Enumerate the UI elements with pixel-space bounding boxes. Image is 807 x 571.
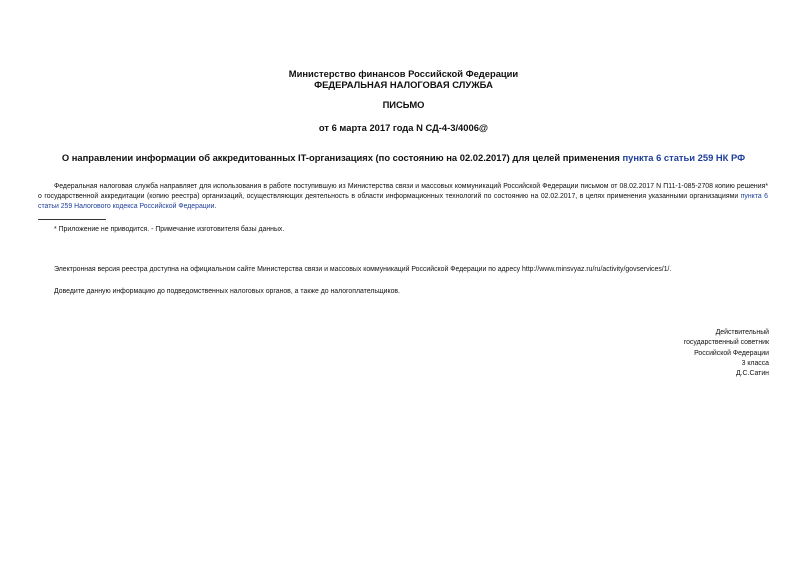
tax-code-link[interactable]: пункта 6 статьи 259 Налогового кодекса Российской Федерации <box>38 193 769 211</box>
title-text: О направлении информации об аккредитованных IT-организациях (по состоянию на 02.02.2017) для целей применения <box>61 152 623 163</box>
paragraph-main-text: Федеральная налоговая служба направляет для использования в работе поступившую из Министерства связи и массовых коммуникаций Российской Федерации письмом от 08.02.2017 N П11-1-085-2708 копию решения* о государственной аккредитации (копию реестра) организаций, осуществляющих деятельность в области информационных технологий по состоянию на 02.02.2017, в целях применения указанными организациями <box>38 183 768 201</box>
footnote: * Приложение не приводится. - Примечание изготовителя базы данных. <box>54 226 285 233</box>
ministry-name: Министерство финансов Российской Федерации <box>288 68 519 79</box>
paragraph-instruction: Доведите данную информацию до подведомственных налоговых органов, а также до налогоплательщиков. <box>54 288 400 295</box>
document-header <box>0 68 807 90</box>
paragraph-main <box>38 182 768 213</box>
paragraph-registry-url: Электронная версия реестра доступна на официальном сайте Министерства связи и массовых коммуникаций Российской Федерации по адресу http://www.minsvyaz.ru/ru/activity/govservices/1/. <box>54 266 672 273</box>
document-date-number: от 6 марта 2017 года N СД-4-3/4006@ <box>318 122 489 133</box>
title-law-link[interactable]: пункта 6 статьи 259 НК РФ <box>622 152 746 163</box>
signature-rank-line2: государственный советник <box>683 339 769 347</box>
paragraph-main-end: . <box>214 203 217 211</box>
service-name: ФЕДЕРАЛЬНАЯ НАЛОГОВАЯ СЛУЖБА <box>314 79 493 90</box>
signature-block <box>684 328 769 379</box>
signature-rank-line3: Российской Федерации <box>694 349 769 357</box>
footnote-divider <box>38 219 106 220</box>
document-title <box>0 152 807 163</box>
signature-rank-line1: Действительный <box>715 329 769 336</box>
signature-name: Д.С.Сатин <box>735 370 769 378</box>
document-type: ПИСЬМО <box>382 99 425 110</box>
signature-rank-line4: 3 класса <box>741 359 769 367</box>
